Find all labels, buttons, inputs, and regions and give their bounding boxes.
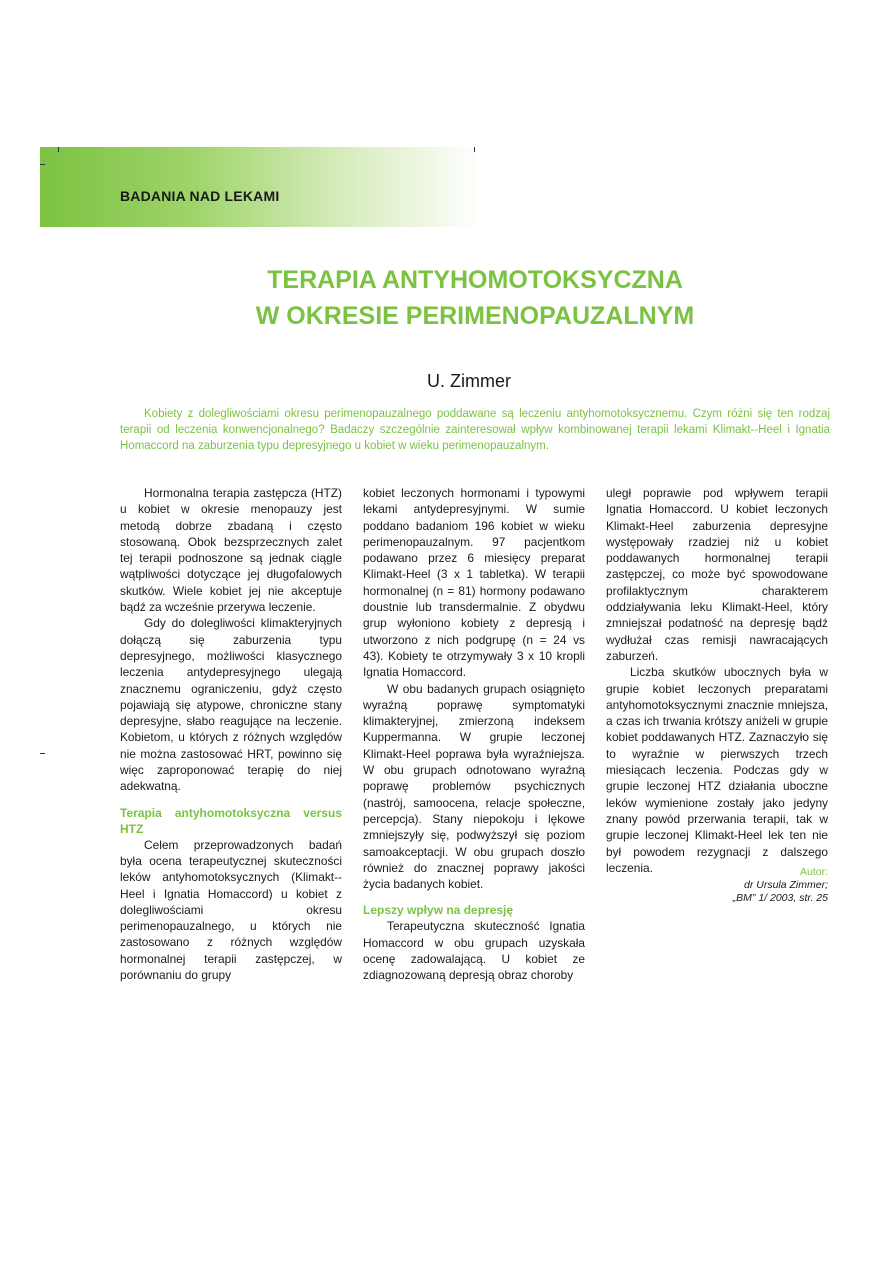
article-credit bbox=[606, 866, 828, 905]
col3-paragraph-2: Liczba skutków ubocznych była w grupie kobiet leczonych preparatami antyhomotoksycznymi znacznie mniejsza, a czas ich trwania krótszy aniżeli w grupie kobiet poddawanych HTZ. Zaznaczyło się to wyraźnie w pierwszych trzech miesiącach leczenia. Podczas gdy w grupie leczonej HTZ działania uboczne leków wymienione zostały jako jedyny znany powód przerwania terapii, tak w grupie leczonej Klimakt-Heel lek ten nie był powodem rezygnacji z dalszego leczenia. bbox=[606, 665, 828, 875]
lead-paragraph: Kobiety z dolegliwościami okresu perimenopauzalnego poddawane są leczeniu antyhomotoksycznemu. Czym różni się ten rodzaj terapii od leczenia konwencjonalnego? Badaczy szczególnie zainteresował wpływ kombinowanej terapii lekami Klimakt--Heel i Ignatia Homaccord na zaburzenia typu depresyjnego u kobiet w wieku perimenopauzalnym. bbox=[120, 408, 830, 452]
section-banner bbox=[40, 147, 480, 227]
credit-source: „BM” 1/ 2003, str. 25 bbox=[732, 892, 828, 904]
column-2 bbox=[363, 485, 585, 984]
col2-paragraph-3: Terapeutyczna skuteczność Ignatia Homaccord w obu grupach uzyskała ocenę zadowalającą. U kobiet ze zdiagnozowaną depresją obraz choroby bbox=[363, 919, 585, 983]
crop-mark-left bbox=[40, 164, 45, 165]
article-author: U. Zimmer bbox=[427, 371, 511, 391]
section-label: BADANIA NAD LEKAMI bbox=[120, 188, 280, 204]
col2-subheading: Lepszy wpływ na depresję bbox=[363, 903, 514, 918]
col1-paragraph-2: Gdy do dolegliwości klimakteryjnych dołączą się zaburzenia typu depresyjnego, możliwości klasycznego leczenia antydepresyjnego ulegają znacznemu ograniczeniu, gdyż często pojawiają się atypowe, chroniczne stany depresyjne, słabo reagujące na leczenie. Kobietom, u których z różnych względów nie można zastosować HRT, powinno się więc zaproponować terapię do niej adekwatną. bbox=[120, 616, 342, 794]
title-line-1: TERAPIA ANTYHOMOTOKSYCZNA bbox=[267, 266, 683, 294]
article-title bbox=[120, 262, 830, 334]
col1-subheading: Terapia antyhomotoksyczna versus HTZ bbox=[120, 805, 342, 836]
credit-label: Autor: bbox=[799, 866, 828, 878]
column-1 bbox=[120, 485, 342, 983]
crop-mark-top-left bbox=[58, 147, 59, 152]
col2-paragraph-1: kobiet leczonych hormonami i typowymi lekami antydepresyjnymi. W sumie poddano badaniom 196 kobiet w wieku perimenopauzalnym. 97 pacjentkom podawano przez 6 miesięcy preparat Klimakt-Heel (3 x 1 tabletka). W terapii hormonalnej (n = 81) hormony podawano doustnie lub transdermalnie. Z obydwu grup wyłoniono kobiety z depresją i utworzono z nich podgrupę (n = 24 vs 43). Kobiety te otrzymywały 3 x 10 kropli Ignatia Homaccord. bbox=[363, 486, 585, 680]
crop-mark-top-right bbox=[474, 147, 475, 152]
col1-paragraph-1: Hormonalna terapia zastępcza (HTZ) u kobiet w okresie menopauzy jest metodą dobrze zbadaną i często stosowaną. Obok bezsprzecznych zalet tej terapii podnoszone są jednak ciągle wątpliwości dotyczące jej długofalowych skutków. Wiele kobiet jej nie akceptuje bądź za wcześnie przerywa leczenie. bbox=[120, 486, 342, 615]
column-3 bbox=[606, 485, 828, 876]
title-line-2: W OKRESIE PERIMENOPAUZALNYM bbox=[255, 302, 695, 330]
crop-mark-mid-left bbox=[40, 753, 45, 754]
col3-paragraph-1: uległ poprawie pod wpływem terapii Ignatia Homaccord. U kobiet leczonych Klimakt-Heel zaburzenia depresyjne występowały rzadziej niż u kobiet poddawanych hormonalnej terapii zastępczej, co może być spowodowane profilaktycznym charakterem oddziaływania leku Klimakt-Heel, który zmniejszał podatność na depresję bądź wydłużał czas remisji nawracających zaburzeń. bbox=[606, 486, 828, 663]
credit-name: dr Ursula Zimmer; bbox=[743, 879, 828, 891]
col2-paragraph-2: W obu badanych grupach osiągnięto wyraźną poprawę symptomatyki klimakteryjnej, zmierzoną indeksem Kuppermanna. W grupie leczonej Klimakt-Heel poprawa była wyraźniejsza. W obu grupach odnotowano wyraźną poprawę problemów psychicznych (nastrój, samoocena, relacje społeczne, percepcja). Stany niepokoju i lękowe zmniejszyły się, podwyższył się poziom samoakceptacji. W obu grupach doszło również do znacznej poprawy jakości życia badanych kobiet. bbox=[363, 681, 585, 892]
col1-paragraph-3: Celem przeprowadzonych badań była ocena terapeutycznej skuteczności leków antyhomotoksycznych (Klimakt--Heel i Ignatia Homaccord) u kobiet z dolegliwościami okresu perimenopauzalnego, u których nie zastosowano z różnych względów hormonalnej terapii zastępczej, w porównaniu do grupy bbox=[120, 837, 342, 983]
